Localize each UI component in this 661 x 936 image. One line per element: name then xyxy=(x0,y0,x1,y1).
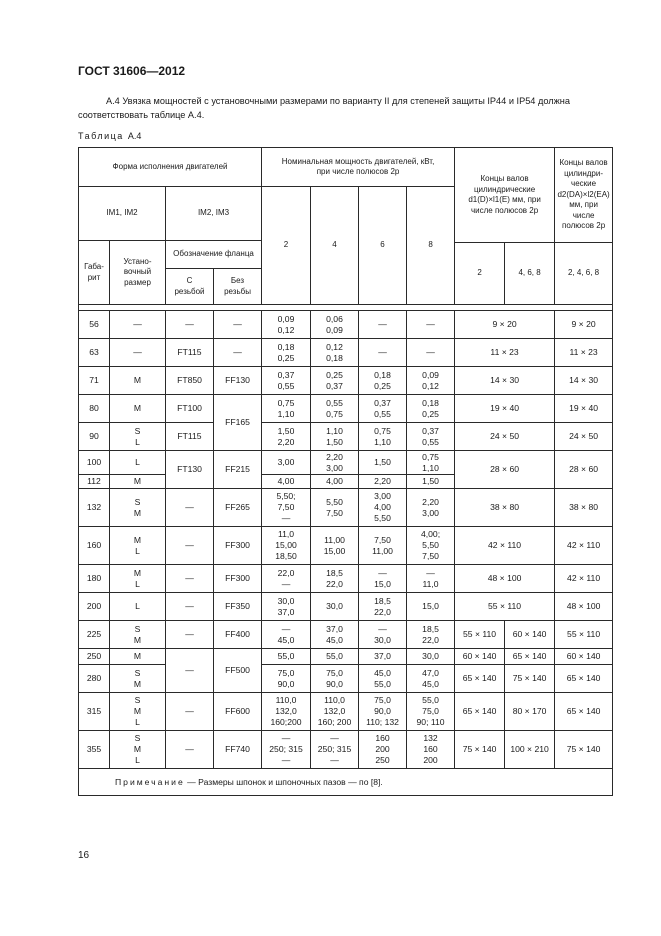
header-power: Номинальная мощность двигателей, кВт, при числе полюсов 2p xyxy=(262,148,455,187)
header-shaft-2: 2 xyxy=(455,243,505,305)
cell-gabarit: 160 xyxy=(79,527,110,565)
cell-power-p4: 0,25 0,37 xyxy=(311,367,359,395)
cell-conical-shaft: 9 × 20 xyxy=(555,311,613,339)
cell-gabarit: 90 xyxy=(79,423,110,451)
cell-flange-unthreaded: FF165 xyxy=(214,395,262,451)
cell-conical-shaft: 48 × 100 xyxy=(555,593,613,621)
cell-power-p6: — 30,0 xyxy=(359,621,407,649)
cell-conical-shaft: 24 × 50 xyxy=(555,423,613,451)
cell-power-p8: 1,50 xyxy=(407,475,455,489)
cell-shaft-all: 48 × 100 xyxy=(455,565,555,593)
cell-power-p4: 4,00 xyxy=(311,475,359,489)
cell-flange-threaded: — xyxy=(166,693,214,731)
cell-mount-size: S M xyxy=(110,621,166,649)
cell-flange-threaded: FT115 xyxy=(166,423,214,451)
cell-conical-shaft: 65 × 140 xyxy=(555,693,613,731)
cell-gabarit: 80 xyxy=(79,395,110,423)
cell-power-p8: 0,75 1,10 xyxy=(407,451,455,475)
cell-mount-size: S M xyxy=(110,665,166,693)
table-row xyxy=(79,423,613,451)
table-caption xyxy=(78,131,141,141)
table-row xyxy=(79,621,613,649)
cell-power-p8: — xyxy=(407,339,455,367)
cell-conical-shaft: 42 × 110 xyxy=(555,527,613,565)
cell-conical-shaft: 19 × 40 xyxy=(555,395,613,423)
cell-shaft-all: 38 × 80 xyxy=(455,489,555,527)
cell-power-p6: — xyxy=(359,311,407,339)
cell-power-p6: 1,50 xyxy=(359,451,407,475)
cell-power-p6: 160 200 250 xyxy=(359,731,407,769)
cell-flange-threaded: — xyxy=(166,731,214,769)
cell-mount-size: S M xyxy=(110,489,166,527)
cell-flange-unthreaded: FF400 xyxy=(214,621,262,649)
header-shaft-468: 4, 6, 8 xyxy=(505,243,555,305)
header-form: Форма исполнения двигателей xyxy=(79,148,262,187)
cell-gabarit: 71 xyxy=(79,367,110,395)
cell-gabarit: 132 xyxy=(79,489,110,527)
cell-conical-shaft: 28 × 60 xyxy=(555,451,613,489)
cell-power-p2: 30,0 37,0 xyxy=(262,593,311,621)
cell-mount-size: S L xyxy=(110,423,166,451)
cell-power-p6: 3,00 4,00 5,50 xyxy=(359,489,407,527)
cell-power-p8: 30,0 xyxy=(407,649,455,665)
cell-conical-shaft: 14 × 30 xyxy=(555,367,613,395)
cell-mount-size: M L xyxy=(110,565,166,593)
cell-power-p8: 15,0 xyxy=(407,593,455,621)
cell-shaft-468: 80 × 170 xyxy=(505,693,555,731)
table-row xyxy=(79,593,613,621)
cell-power-p8: — 11,0 xyxy=(407,565,455,593)
cell-flange-unthreaded: FF350 xyxy=(214,593,262,621)
header-mount-size: Устано- вочный размер xyxy=(110,241,166,305)
cell-flange-unthreaded: — xyxy=(214,339,262,367)
cell-flange-unthreaded: FF265 xyxy=(214,489,262,527)
cell-power-p2: 5,50; 7,50 — xyxy=(262,489,311,527)
cell-power-p6: 37,0 xyxy=(359,649,407,665)
cell-shaft-468: 100 × 210 xyxy=(505,731,555,769)
table-row xyxy=(79,649,613,665)
cell-shaft-all: 42 × 110 xyxy=(455,527,555,565)
cell-power-p2: 11,0 15,00 18,50 xyxy=(262,527,311,565)
cell-power-p8: 47,0 45,0 xyxy=(407,665,455,693)
cell-power-p4: 5,50 7,50 xyxy=(311,489,359,527)
cell-power-p4: — 250; 315 — xyxy=(311,731,359,769)
cell-power-p4: 37,0 45,0 xyxy=(311,621,359,649)
cell-gabarit: 225 xyxy=(79,621,110,649)
cell-shaft-all: 9 × 20 xyxy=(455,311,555,339)
cell-power-p2: 55,0 xyxy=(262,649,311,665)
cell-mount-size: — xyxy=(110,311,166,339)
cell-power-p4: 55,0 xyxy=(311,649,359,665)
intro-paragraph xyxy=(78,94,618,122)
cell-power-p2: 0,09 0,12 xyxy=(262,311,311,339)
header-poles-4: 4 xyxy=(311,187,359,305)
cell-power-p2: 0,18 0,25 xyxy=(262,339,311,367)
cell-power-p4: 11,00 15,00 xyxy=(311,527,359,565)
cell-shaft-all: 55 × 110 xyxy=(455,593,555,621)
cell-power-p2: — 45,0 xyxy=(262,621,311,649)
cell-power-p4: 0,55 0,75 xyxy=(311,395,359,423)
table-row xyxy=(79,367,613,395)
cell-mount-size: — xyxy=(110,339,166,367)
header-conical-poles: 2, 4, 6, 8 xyxy=(555,243,613,305)
cell-mount-size: M xyxy=(110,475,166,489)
table-row xyxy=(79,311,613,339)
page-number: 16 xyxy=(78,850,90,861)
cell-power-p8: 0,18 0,25 xyxy=(407,395,455,423)
header-im1: IM1, IM2 xyxy=(79,187,166,241)
cell-power-p4: 75,0 90,0 xyxy=(311,665,359,693)
cell-gabarit: 250 xyxy=(79,649,110,665)
cell-flange-threaded: FT115 xyxy=(166,339,214,367)
cell-shaft-468: 65 × 140 xyxy=(505,649,555,665)
table-body xyxy=(79,311,613,769)
cell-shaft-468: 75 × 140 xyxy=(505,665,555,693)
table-row xyxy=(79,665,613,693)
cell-power-p8: 132 160 200 xyxy=(407,731,455,769)
cell-power-p4: 110,0 132,0 160; 200 xyxy=(311,693,359,731)
cell-mount-size: M xyxy=(110,649,166,665)
cell-power-p6: — 15,0 xyxy=(359,565,407,593)
cell-conical-shaft: 38 × 80 xyxy=(555,489,613,527)
cell-shaft-all: 24 × 50 xyxy=(455,423,555,451)
cell-conical-shaft: 65 × 140 xyxy=(555,665,613,693)
table-row xyxy=(79,339,613,367)
header-cylindrical-shaft: Концы валов цилиндрические d1(D)×l1(E) мм, при числе полюсов 2p xyxy=(455,148,555,243)
cell-power-p2: 22,0 — xyxy=(262,565,311,593)
cell-flange-threaded: — xyxy=(166,527,214,565)
cell-power-p4: 0,12 0,18 xyxy=(311,339,359,367)
cell-shaft-all: 11 × 23 xyxy=(455,339,555,367)
cell-conical-shaft: 42 × 110 xyxy=(555,565,613,593)
header-conical-shaft: Концы валов цилиндри- ческие d2(DA)×l2(EA) мм, при числе полюсов 2p xyxy=(555,148,613,243)
cell-flange-threaded: FT130 xyxy=(166,451,214,489)
cell-power-p8: 55,0 75,0 90; 110 xyxy=(407,693,455,731)
table-row xyxy=(79,731,613,769)
cell-power-p2: 1,50 2,20 xyxy=(262,423,311,451)
document-header: ГОСТ 31606—2012 xyxy=(78,64,186,78)
cell-mount-size: M xyxy=(110,367,166,395)
cell-shaft-2: 55 × 110 xyxy=(455,621,505,649)
cell-power-p8: 2,20 3,00 xyxy=(407,489,455,527)
cell-shaft-2: 60 × 140 xyxy=(455,649,505,665)
cell-gabarit: 56 xyxy=(79,311,110,339)
cell-power-p6: 0,18 0,25 xyxy=(359,367,407,395)
cell-power-p6: 0,75 1,10 xyxy=(359,423,407,451)
cell-mount-size: M xyxy=(110,395,166,423)
header-poles-8: 8 xyxy=(407,187,455,305)
table-row xyxy=(79,451,613,475)
cell-power-p8: 4,00; 5,50 7,50 xyxy=(407,527,455,565)
table-note: Примечание — Размеры шпонок и шпоночных пазов — по [8]. xyxy=(79,769,613,796)
cell-flange-threaded: — xyxy=(166,621,214,649)
cell-conical-shaft: 60 × 140 xyxy=(555,649,613,665)
table-row xyxy=(79,489,613,527)
header-threaded: С резьбой xyxy=(166,269,214,305)
cell-power-p4: 2,20 3,00 xyxy=(311,451,359,475)
cell-flange-unthreaded: FF600 xyxy=(214,693,262,731)
header-unthreaded: Без резьбы xyxy=(214,269,262,305)
cell-shaft-2: 75 × 140 xyxy=(455,731,505,769)
cell-power-p2: 75,0 90,0 xyxy=(262,665,311,693)
cell-gabarit: 180 xyxy=(79,565,110,593)
cell-mount-size: M L xyxy=(110,527,166,565)
table-row xyxy=(79,527,613,565)
cell-gabarit: 112 xyxy=(79,475,110,489)
cell-power-p2: 0,75 1,10 xyxy=(262,395,311,423)
cell-flange-threaded: — xyxy=(166,649,214,693)
cell-flange-unthreaded: — xyxy=(214,311,262,339)
cell-power-p8: — xyxy=(407,311,455,339)
cell-power-p2: 110,0 132,0 160;200 xyxy=(262,693,311,731)
cell-conical-shaft: 55 × 110 xyxy=(555,621,613,649)
power-table xyxy=(78,147,613,796)
cell-gabarit: 355 xyxy=(79,731,110,769)
cell-flange-threaded: — xyxy=(166,593,214,621)
cell-power-p8: 0,09 0,12 xyxy=(407,367,455,395)
cell-gabarit: 315 xyxy=(79,693,110,731)
cell-shaft-468: 60 × 140 xyxy=(505,621,555,649)
intro-line-1: А.4 Увязка мощностей с установочными размерами по варианту II для степеней защиты IP44 и IP54 должна xyxy=(106,96,570,106)
cell-flange-unthreaded: FF500 xyxy=(214,649,262,693)
header-poles-2: 2 xyxy=(262,187,311,305)
cell-flange-unthreaded: FF300 xyxy=(214,565,262,593)
cell-flange-unthreaded: FF740 xyxy=(214,731,262,769)
cell-gabarit: 63 xyxy=(79,339,110,367)
table-row xyxy=(79,395,613,423)
header-im2: IM2, IM3 xyxy=(166,187,262,241)
table-row xyxy=(79,693,613,731)
cell-shaft-all: 19 × 40 xyxy=(455,395,555,423)
cell-flange-threaded: — xyxy=(166,489,214,527)
cell-gabarit: 100 xyxy=(79,451,110,475)
cell-flange-threaded: FT100 xyxy=(166,395,214,423)
cell-power-p2: 0,37 0,55 xyxy=(262,367,311,395)
cell-gabarit: 280 xyxy=(79,665,110,693)
cell-power-p6: 0,37 0,55 xyxy=(359,395,407,423)
cell-power-p8: 18,5 22,0 xyxy=(407,621,455,649)
cell-power-p4: 18,5 22,0 xyxy=(311,565,359,593)
cell-flange-unthreaded: FF300 xyxy=(214,527,262,565)
cell-power-p8: 0,37 0,55 xyxy=(407,423,455,451)
cell-flange-unthreaded: FF130 xyxy=(214,367,262,395)
table-row xyxy=(79,565,613,593)
intro-line-2: соответствовать таблице А.4. xyxy=(78,110,205,120)
cell-power-p4: 30,0 xyxy=(311,593,359,621)
cell-power-p2: — 250; 315 — xyxy=(262,731,311,769)
cell-shaft-all: 14 × 30 xyxy=(455,367,555,395)
cell-flange-unthreaded: FF215 xyxy=(214,451,262,489)
cell-mount-size: S M L xyxy=(110,693,166,731)
table-caption-number: А.4 xyxy=(127,131,142,141)
cell-power-p4: 1,10 1,50 xyxy=(311,423,359,451)
table-caption-word: Таблица xyxy=(78,131,124,141)
cell-power-p6: 18,5 22,0 xyxy=(359,593,407,621)
header-flange: Обозначение фланца xyxy=(166,241,262,269)
cell-power-p6: — xyxy=(359,339,407,367)
cell-mount-size: L xyxy=(110,451,166,475)
cell-power-p6: 2,20 xyxy=(359,475,407,489)
cell-conical-shaft: 75 × 140 xyxy=(555,731,613,769)
cell-flange-threaded: — xyxy=(166,311,214,339)
cell-mount-size: S M L xyxy=(110,731,166,769)
cell-power-p6: 75,0 90,0 110; 132 xyxy=(359,693,407,731)
cell-shaft-all: 28 × 60 xyxy=(455,451,555,489)
cell-flange-threaded: FT850 xyxy=(166,367,214,395)
cell-shaft-2: 65 × 140 xyxy=(455,665,505,693)
cell-conical-shaft: 11 × 23 xyxy=(555,339,613,367)
cell-shaft-2: 65 × 140 xyxy=(455,693,505,731)
header-gabarit: Габа- рит xyxy=(79,241,110,305)
cell-gabarit: 200 xyxy=(79,593,110,621)
cell-flange-threaded: — xyxy=(166,565,214,593)
cell-power-p6: 7,50 11,00 xyxy=(359,527,407,565)
cell-power-p6: 45,0 55,0 xyxy=(359,665,407,693)
cell-power-p2: 3,00 xyxy=(262,451,311,475)
cell-mount-size: L xyxy=(110,593,166,621)
cell-power-p4: 0,06 0,09 xyxy=(311,311,359,339)
header-poles-6: 6 xyxy=(359,187,407,305)
cell-power-p2: 4,00 xyxy=(262,475,311,489)
